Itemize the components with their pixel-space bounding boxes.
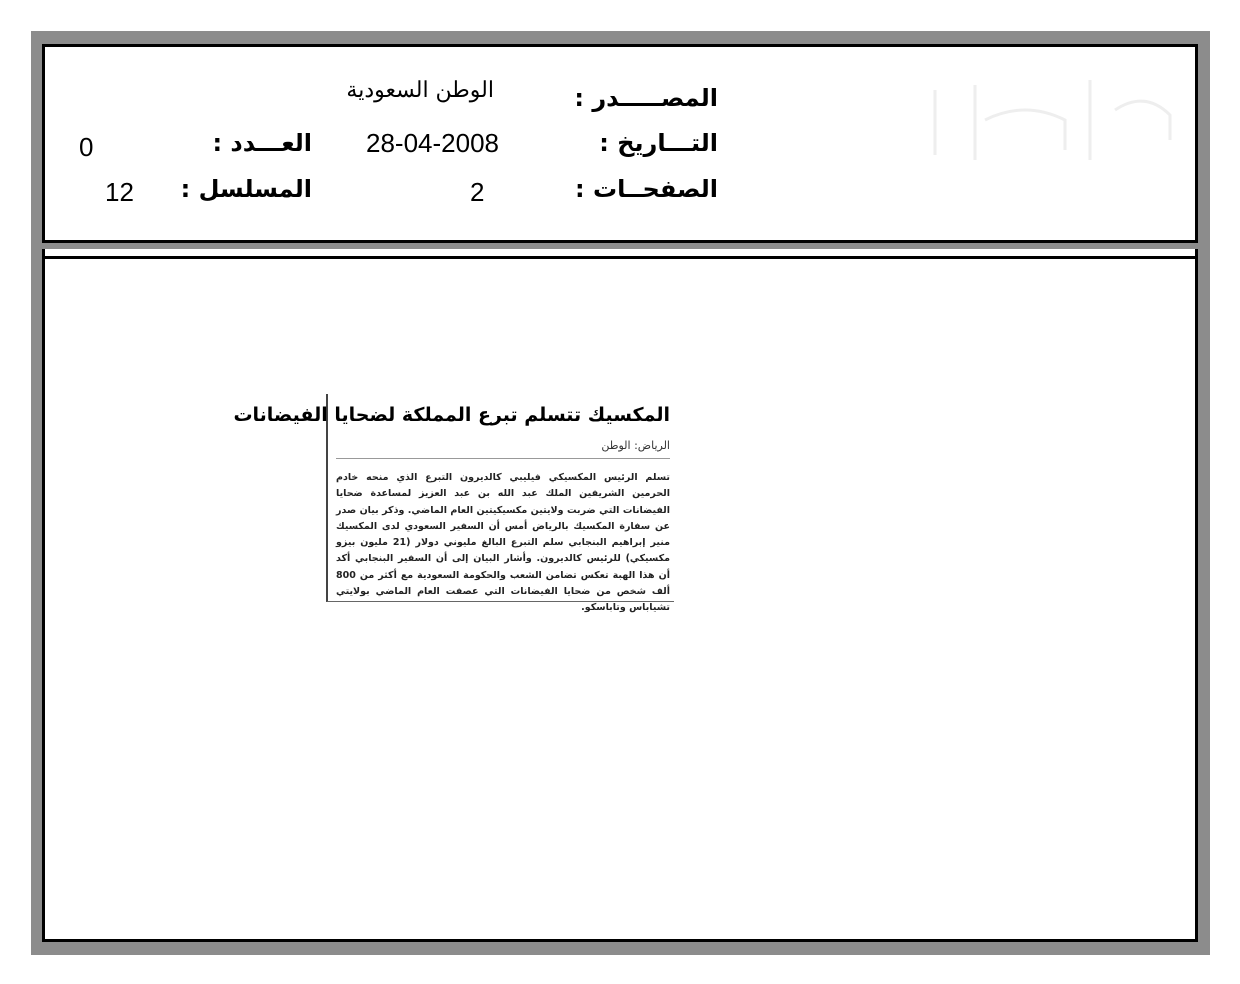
header-divider-line-bottom [42,256,1198,259]
source-label: المصـــــدر : [574,84,718,112]
pages-label: الصفحــات : [575,175,718,203]
clipping-paragraph: تسلم الرئيس المكسيكي فيليبي كالديرون التبرع الذي منحه خادم الحرمين الشريفين الملك عبد الله بن عبد العزيز لمساعدة ضحايا الفيضانات التي ضربت ولايتين مكسيكيتين العام الماضي. وذكر بيان صدر عن سفارة المكسيك بالرياض أمس أن السفير السعودي لدى المكسيك منير إبراهيم البنجابي سلم التبرع البالغ مليوني دولار (21 مليون بيزو مكسيكي) للرئيس كالديرون. وأشار البيان إلى أن السفير البنجابي أكد أن هذا الهبة تعكس تضامن الشعب والحكومة السعودية مع أكثر من 800 ألف شخص من ضحايا الفيضانات التي عصفت العام الماضي بولايتي تشياباس وتاباسكو. [336,472,670,614]
issue-value: 0 [79,132,94,162]
serial-value: 12 [105,177,134,207]
source-value: الوطن السعودية [346,78,494,103]
watermark-logo [915,60,1185,170]
date-value: 28-04-2008 [366,128,499,158]
clipping-rule [336,458,670,459]
clipping-body [336,470,670,617]
date-label: التـــاريخ : [599,129,718,157]
serial-label: المسلسل : [180,175,312,203]
issue-label: العـــدد : [212,129,312,157]
header-divider-line-top [42,240,1198,243]
pages-value: 2 [470,177,485,207]
news-clipping [233,394,674,614]
clipping-headline: المكسيك تتسلم تبرع المملكة لضحايا الفيضانات [233,404,670,426]
clipping-byline: الرياض: الوطن [601,439,670,452]
